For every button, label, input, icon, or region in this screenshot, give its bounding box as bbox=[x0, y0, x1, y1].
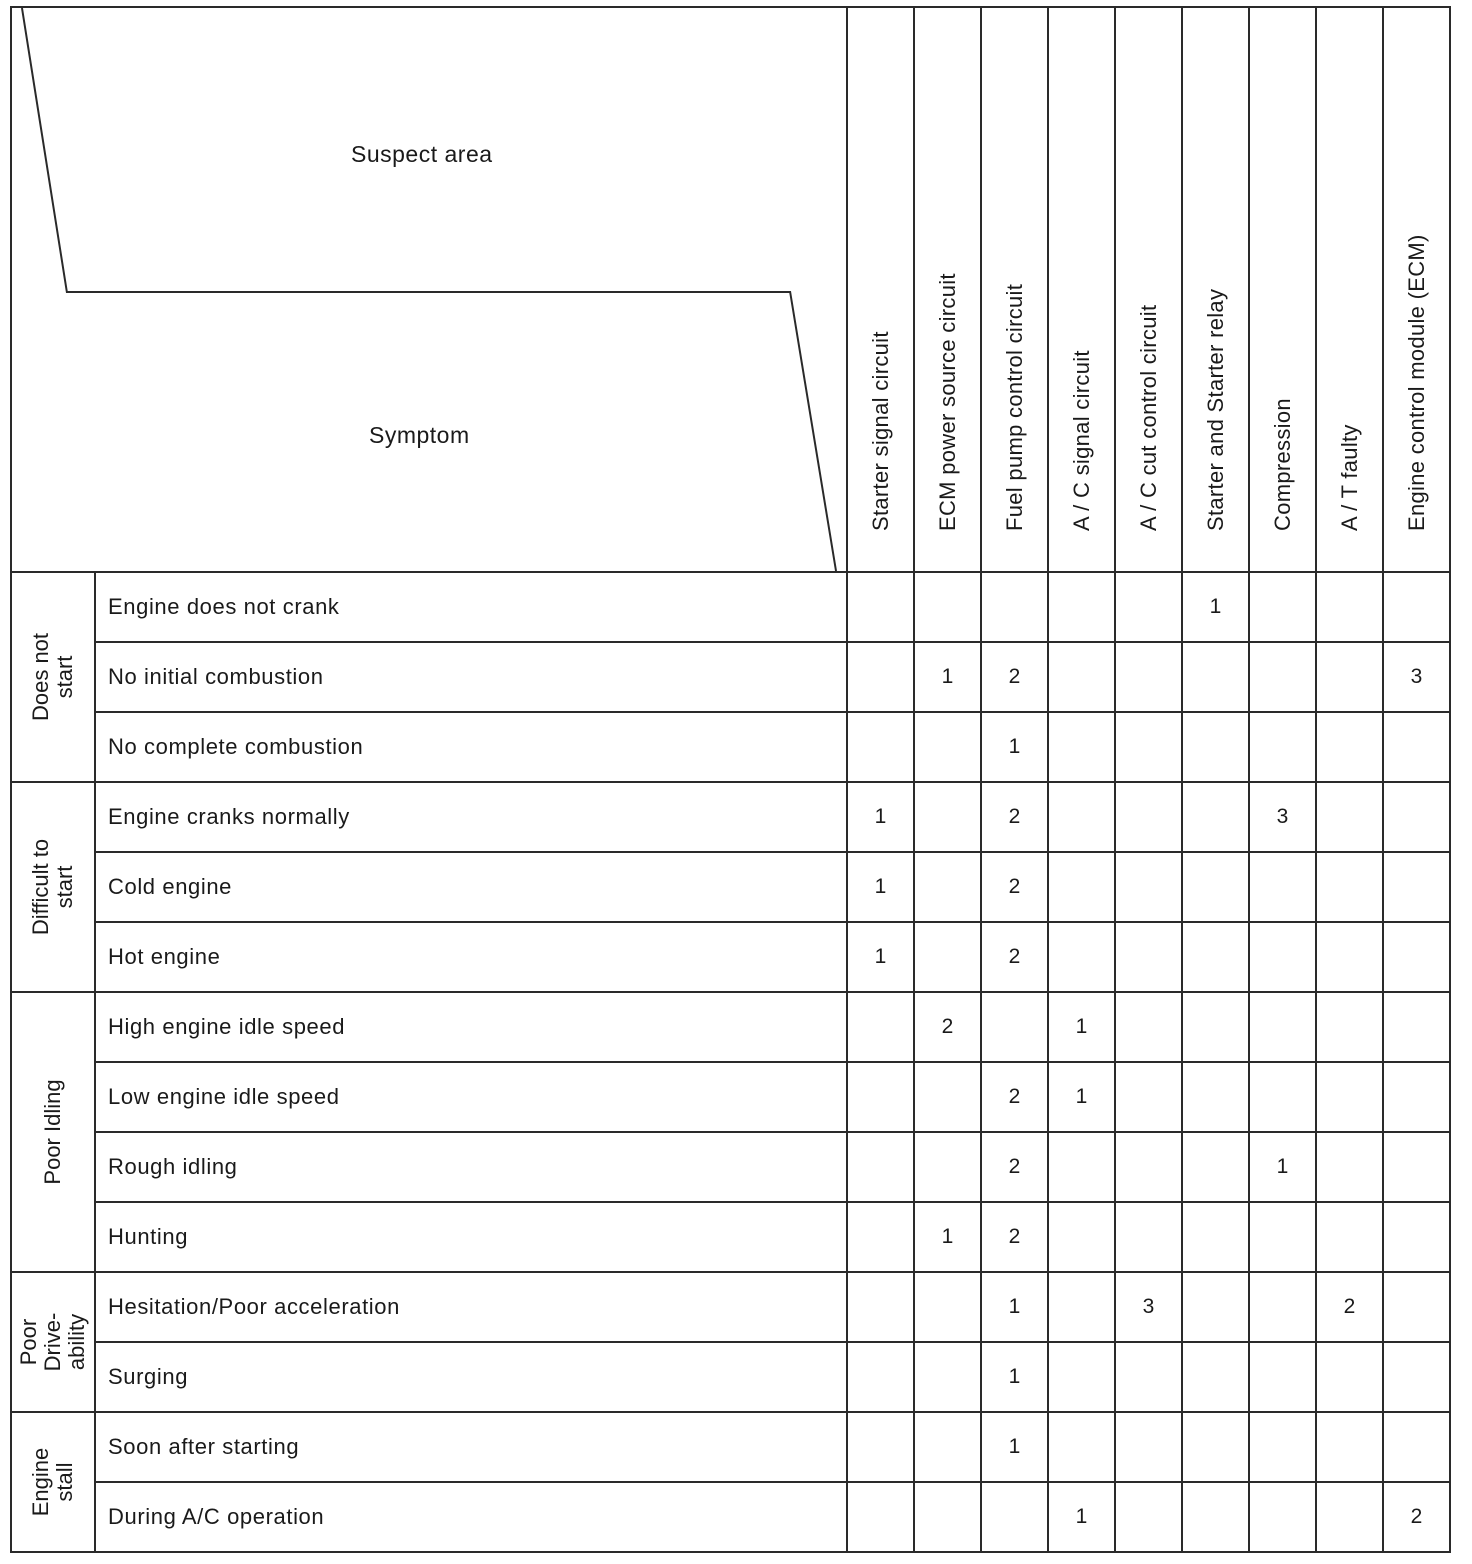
priority-cell bbox=[981, 572, 1048, 642]
column-header bbox=[1249, 7, 1316, 572]
priority-cell: 2 bbox=[981, 852, 1048, 922]
priority-cell bbox=[1182, 712, 1249, 782]
symptom-group-label-line: start bbox=[52, 655, 77, 699]
priority-cell bbox=[847, 1272, 914, 1342]
priority-cell bbox=[914, 1272, 981, 1342]
priority-cell bbox=[1182, 852, 1249, 922]
priority-cell: 1 bbox=[1182, 572, 1249, 642]
priority-cell bbox=[847, 572, 914, 642]
priority-cell bbox=[1316, 992, 1383, 1062]
priority-cell: 1 bbox=[1048, 1062, 1115, 1132]
table-row bbox=[11, 1342, 1450, 1412]
symptom-cell: Hunting bbox=[95, 1202, 847, 1272]
priority-cell bbox=[1182, 922, 1249, 992]
symptom-cell: During A/C operation bbox=[95, 1482, 847, 1552]
priority-cell: 1 bbox=[914, 642, 981, 712]
symptom-label: Symptom bbox=[369, 422, 470, 448]
priority-cell bbox=[1182, 1482, 1249, 1552]
table-row bbox=[11, 1132, 1450, 1202]
priority-cell: 1 bbox=[914, 1202, 981, 1272]
column-header-label: A / C signal circuit bbox=[1068, 350, 1094, 531]
symptom-group-label-line: ability bbox=[64, 1313, 89, 1371]
priority-cell bbox=[1182, 1342, 1249, 1412]
symptom-group-label-line: start bbox=[52, 865, 77, 909]
table-row bbox=[11, 1062, 1450, 1132]
priority-cell bbox=[847, 1132, 914, 1202]
priority-cell bbox=[1182, 1062, 1249, 1132]
priority-cell bbox=[1249, 642, 1316, 712]
priority-cell: 2 bbox=[981, 1132, 1048, 1202]
column-header-label: Starter signal circuit bbox=[867, 331, 893, 531]
priority-cell: 2 bbox=[981, 782, 1048, 852]
table-row bbox=[11, 1202, 1450, 1272]
priority-cell: 1 bbox=[981, 712, 1048, 782]
priority-cell bbox=[1383, 572, 1450, 642]
priority-cell bbox=[1048, 1272, 1115, 1342]
priority-cell bbox=[1249, 572, 1316, 642]
symptom-cell: Hot engine bbox=[95, 922, 847, 992]
priority-cell bbox=[847, 712, 914, 782]
priority-cell bbox=[847, 1482, 914, 1552]
symptom-cell: Surging bbox=[95, 1342, 847, 1412]
symptom-group-label-line: Difficult to bbox=[28, 838, 53, 936]
symptom-cell: Hesitation/Poor acceleration bbox=[95, 1272, 847, 1342]
priority-cell: 1 bbox=[981, 1412, 1048, 1482]
symptom-cell: No initial combustion bbox=[95, 642, 847, 712]
column-header bbox=[1316, 7, 1383, 572]
priority-cell bbox=[1383, 1412, 1450, 1482]
priority-cell bbox=[1048, 642, 1115, 712]
priority-cell bbox=[1182, 992, 1249, 1062]
priority-cell bbox=[1115, 572, 1182, 642]
symptom-group-label-line: stall bbox=[52, 1462, 77, 1502]
priority-cell bbox=[1115, 642, 1182, 712]
priority-cell bbox=[847, 992, 914, 1062]
priority-cell bbox=[1249, 922, 1316, 992]
priority-cell bbox=[847, 1062, 914, 1132]
column-header-label: Fuel pump control circuit bbox=[1001, 283, 1027, 531]
symptom-cell: Low engine idle speed bbox=[95, 1062, 847, 1132]
priority-cell bbox=[914, 1342, 981, 1412]
symptom-group-label bbox=[29, 1448, 77, 1517]
column-header bbox=[1383, 7, 1450, 572]
priority-cell bbox=[1115, 1412, 1182, 1482]
priority-cell: 1 bbox=[847, 922, 914, 992]
column-header-label: A / C cut control circuit bbox=[1135, 304, 1161, 531]
column-header-label: Starter and Starter relay bbox=[1202, 288, 1228, 531]
priority-cell: 1 bbox=[1048, 1482, 1115, 1552]
priority-cell bbox=[1249, 712, 1316, 782]
priority-cell bbox=[1316, 1062, 1383, 1132]
priority-cell bbox=[1249, 1482, 1316, 1552]
priority-cell bbox=[1048, 1202, 1115, 1272]
priority-cell bbox=[1316, 852, 1383, 922]
symptom-cell: No complete combustion bbox=[95, 712, 847, 782]
symptom-group-cell bbox=[11, 782, 95, 992]
symptom-group-cell bbox=[11, 1412, 95, 1552]
table-row bbox=[11, 1412, 1450, 1482]
table-row bbox=[11, 572, 1450, 642]
symptom-cell: Engine does not crank bbox=[95, 572, 847, 642]
priority-cell bbox=[1115, 852, 1182, 922]
priority-cell bbox=[1249, 1062, 1316, 1132]
priority-cell bbox=[1316, 1412, 1383, 1482]
priority-cell bbox=[1316, 922, 1383, 992]
priority-cell bbox=[1316, 782, 1383, 852]
priority-cell bbox=[1115, 712, 1182, 782]
priority-cell: 3 bbox=[1115, 1272, 1182, 1342]
table-row bbox=[11, 852, 1450, 922]
column-header bbox=[847, 7, 914, 572]
symptom-cell: High engine idle speed bbox=[95, 992, 847, 1062]
table-row bbox=[11, 712, 1450, 782]
priority-cell bbox=[1182, 642, 1249, 712]
priority-cell bbox=[1115, 1482, 1182, 1552]
priority-cell: 2 bbox=[1316, 1272, 1383, 1342]
table-row bbox=[11, 922, 1450, 992]
symptom-group-label bbox=[41, 1079, 65, 1184]
priority-cell bbox=[1115, 1132, 1182, 1202]
priority-cell: 1 bbox=[981, 1342, 1048, 1412]
priority-cell bbox=[914, 782, 981, 852]
symptom-group-label-line: Does not bbox=[28, 632, 53, 722]
priority-cell bbox=[847, 642, 914, 712]
column-header-label: Compression bbox=[1269, 398, 1295, 531]
column-header-label: A / T faulty bbox=[1336, 424, 1362, 531]
priority-cell: 1 bbox=[1048, 992, 1115, 1062]
symptom-group-label bbox=[29, 633, 77, 721]
priority-cell bbox=[1182, 1202, 1249, 1272]
priority-cell: 1 bbox=[847, 852, 914, 922]
priority-cell bbox=[1115, 992, 1182, 1062]
symptom-group-label bbox=[29, 839, 77, 935]
priority-cell bbox=[1383, 1132, 1450, 1202]
symptom-group-label bbox=[17, 1313, 89, 1372]
priority-cell bbox=[1316, 1132, 1383, 1202]
priority-cell bbox=[1115, 1342, 1182, 1412]
priority-cell bbox=[981, 992, 1048, 1062]
priority-cell bbox=[1383, 992, 1450, 1062]
column-header bbox=[1182, 7, 1249, 572]
priority-cell bbox=[914, 1412, 981, 1482]
priority-cell bbox=[1316, 712, 1383, 782]
priority-cell bbox=[847, 1202, 914, 1272]
priority-cell bbox=[914, 1062, 981, 1132]
priority-cell bbox=[1115, 1062, 1182, 1132]
priority-cell bbox=[1249, 1412, 1316, 1482]
priority-cell bbox=[1249, 1202, 1316, 1272]
symptom-group-cell bbox=[11, 992, 95, 1272]
column-header bbox=[1048, 7, 1115, 572]
priority-cell bbox=[1383, 782, 1450, 852]
table-row bbox=[11, 642, 1450, 712]
priority-cell bbox=[914, 1132, 981, 1202]
priority-cell bbox=[914, 572, 981, 642]
priority-cell bbox=[1316, 642, 1383, 712]
table-row bbox=[11, 992, 1450, 1062]
symptom-cell: Rough idling bbox=[95, 1132, 847, 1202]
symptom-cell: Engine cranks normally bbox=[95, 782, 847, 852]
priority-cell: 1 bbox=[1249, 1132, 1316, 1202]
column-header bbox=[914, 7, 981, 572]
priority-cell bbox=[1249, 1272, 1316, 1342]
symptom-table bbox=[10, 6, 1451, 1553]
priority-cell bbox=[1383, 1202, 1450, 1272]
priority-cell bbox=[1383, 852, 1450, 922]
symptom-group-cell bbox=[11, 572, 95, 782]
priority-cell bbox=[847, 1412, 914, 1482]
table-row bbox=[11, 1482, 1450, 1552]
table-row bbox=[11, 782, 1450, 852]
priority-cell: 2 bbox=[914, 992, 981, 1062]
priority-cell: 2 bbox=[981, 1062, 1048, 1132]
column-header-label: Engine control module (ECM) bbox=[1403, 234, 1429, 531]
symptom-group-label-line: Poor bbox=[16, 1318, 41, 1366]
column-header-label: ECM power source circuit bbox=[934, 273, 960, 531]
table-row bbox=[11, 1272, 1450, 1342]
priority-cell bbox=[1115, 922, 1182, 992]
priority-cell bbox=[1048, 852, 1115, 922]
priority-cell: 2 bbox=[981, 1202, 1048, 1272]
symptom-group-label-line: Engine bbox=[28, 1447, 53, 1517]
priority-cell bbox=[1316, 572, 1383, 642]
priority-cell bbox=[1048, 782, 1115, 852]
symptom-group-label-line: Drive- bbox=[40, 1312, 65, 1372]
priority-cell bbox=[1383, 712, 1450, 782]
priority-cell bbox=[1249, 992, 1316, 1062]
priority-cell: 3 bbox=[1249, 782, 1316, 852]
priority-cell bbox=[914, 852, 981, 922]
symptom-group-label-line: Poor Idling bbox=[40, 1079, 65, 1185]
priority-cell bbox=[847, 1342, 914, 1412]
priority-cell bbox=[1316, 1482, 1383, 1552]
priority-cell bbox=[914, 712, 981, 782]
priority-cell bbox=[1383, 1272, 1450, 1342]
priority-cell bbox=[1048, 922, 1115, 992]
priority-cell: 3 bbox=[1383, 642, 1450, 712]
priority-cell bbox=[1249, 852, 1316, 922]
priority-cell bbox=[914, 1482, 981, 1552]
symptom-group-cell bbox=[11, 1272, 95, 1412]
corner-header-cell bbox=[11, 7, 847, 572]
priority-cell bbox=[1316, 1202, 1383, 1272]
priority-cell bbox=[1048, 1132, 1115, 1202]
corner-divider-line bbox=[12, 8, 846, 571]
priority-cell: 2 bbox=[981, 642, 1048, 712]
priority-cell bbox=[1048, 1342, 1115, 1412]
priority-cell bbox=[981, 1482, 1048, 1552]
priority-cell bbox=[1249, 1342, 1316, 1412]
priority-cell bbox=[1115, 1202, 1182, 1272]
priority-cell bbox=[1182, 1412, 1249, 1482]
priority-cell: 1 bbox=[847, 782, 914, 852]
priority-cell bbox=[1048, 1412, 1115, 1482]
priority-cell bbox=[1182, 782, 1249, 852]
priority-cell bbox=[1048, 712, 1115, 782]
priority-cell bbox=[1316, 1342, 1383, 1412]
symptom-cell: Soon after starting bbox=[95, 1412, 847, 1482]
suspect-area-label: Suspect area bbox=[351, 141, 493, 167]
priority-cell: 2 bbox=[1383, 1482, 1450, 1552]
priority-cell bbox=[1383, 1062, 1450, 1132]
column-header bbox=[981, 7, 1048, 572]
symptom-cell: Cold engine bbox=[95, 852, 847, 922]
priority-cell bbox=[1383, 922, 1450, 992]
priority-cell bbox=[1182, 1132, 1249, 1202]
priority-cell: 1 bbox=[981, 1272, 1048, 1342]
priority-cell bbox=[1383, 1342, 1450, 1412]
priority-cell bbox=[1115, 782, 1182, 852]
column-header bbox=[1115, 7, 1182, 572]
priority-cell bbox=[1048, 572, 1115, 642]
priority-cell bbox=[914, 922, 981, 992]
priority-cell bbox=[1182, 1272, 1249, 1342]
priority-cell: 2 bbox=[981, 922, 1048, 992]
